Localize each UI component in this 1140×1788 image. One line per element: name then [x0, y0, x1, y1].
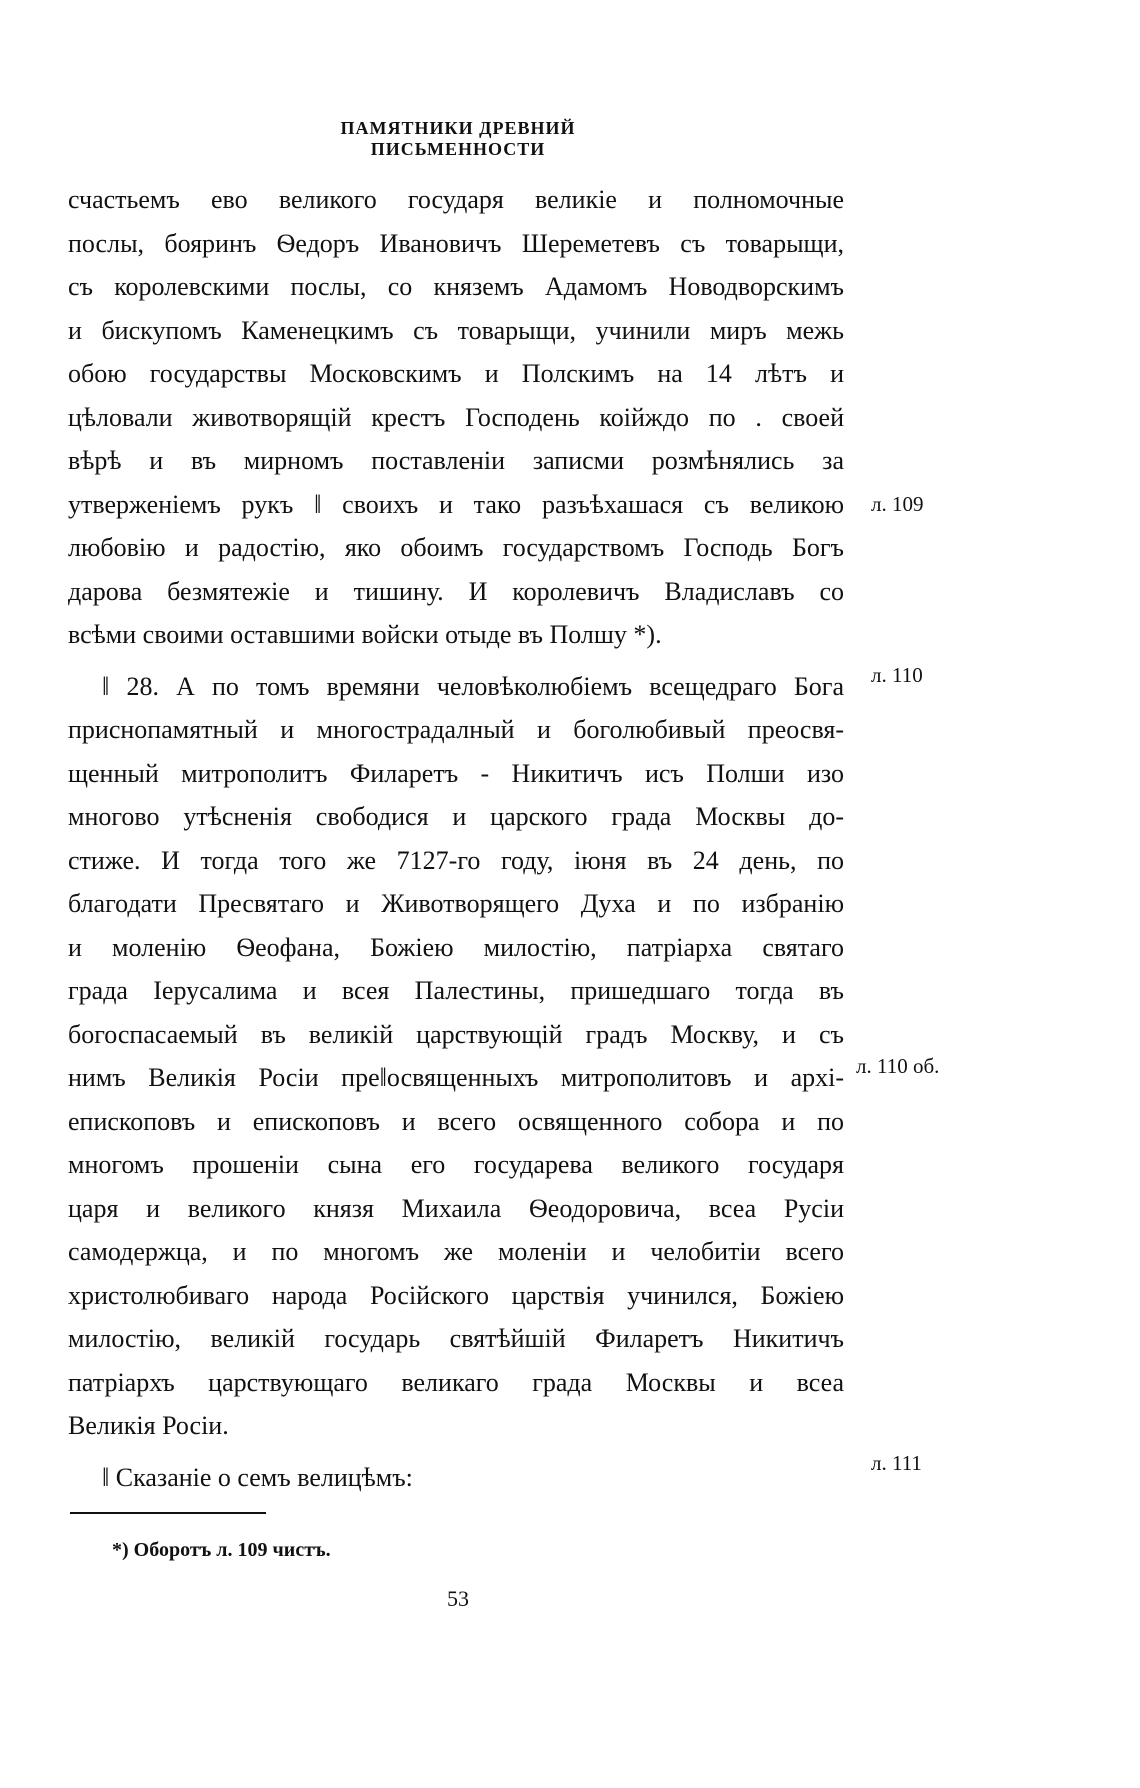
- text-line: патріархъ царствующаго великаго града Москвы и всеа: [68, 1367, 844, 1397]
- text-line: всѣми своими оставшими войски отыде въ Полшу *).: [68, 620, 662, 649]
- margin-note: л. 110 об.: [856, 1054, 940, 1078]
- text-line: съ королевскими послы, со княземъ Адамомъ Новодворскимъ: [68, 272, 844, 301]
- paragraph: [68, 665, 844, 1448]
- paragraph: [68, 178, 844, 657]
- running-head: ПАМЯТНИКИ ДРЕВНИЙ ПИСЬМЕННОСТИ: [340, 118, 576, 159]
- margin-note: л. 110: [871, 663, 923, 687]
- text-line: и бискупомъ Каменецкимъ съ товарыщи, учинили миръ межь: [68, 315, 844, 345]
- margin-note: л. 109: [871, 492, 924, 516]
- text-line: щенный митрополитъ Филаретъ - Никитичъ исъ Полши изо: [68, 758, 844, 788]
- text-line: благодати Пресвятаго и Животворящего Духа и по избранію: [68, 889, 844, 918]
- text-line: цѣловали животворящій крестъ Господень коійждо по . своей: [68, 402, 844, 432]
- text-line: обою государствы Московскимъ и Полскимъ на 14 лѣтъ и: [68, 359, 844, 388]
- footnote-rule: [70, 1512, 266, 1514]
- text-line: вѣрѣ и въ мирномъ поставленіи записми розмѣнялись за: [68, 446, 844, 475]
- text-line: богоспасаемый въ великій царствующій градъ Москву, и съ: [68, 1019, 844, 1049]
- text-line: милостію, великій государь святѣйшій Филаретъ Никитичъ: [68, 1324, 844, 1353]
- text-line: счастьемъ ево великого государя великіе и полномочные: [68, 185, 844, 214]
- text-line: самодержца, и по многомъ же моленіи и челобитіи всего: [68, 1237, 844, 1266]
- page-number: 53: [447, 1586, 469, 1611]
- text-line: послы, бояринъ Ѳедоръ Ивановичъ Шереметевъ съ товарыщи,: [68, 228, 844, 258]
- text-line: ‖ 28. А по томъ времяни человѣколюбіемъ всещедраго Бога: [102, 671, 844, 701]
- text-line: христолюбиваго народа Російского царствія учинился, Божіею: [68, 1280, 844, 1310]
- text-line: многово утѣсненія свободися и царского града Москвы до-: [68, 802, 844, 831]
- text-line: ‖ Сказаніе о семъ велицѣмъ:: [102, 1462, 413, 1492]
- text-line: дарова безмятежіе и тишину. И королевичъ Владиславъ со: [68, 576, 844, 606]
- margin-note: л. 111: [871, 1451, 922, 1475]
- text-line: утверженіемъ рукъ ‖ своихъ и тако разъѣхашася съ великою: [68, 489, 844, 519]
- text-line: любовію и радостію, яко обоимъ государствомъ Господь Богъ: [68, 533, 844, 562]
- text-line: стиже. И тогда того же 7127-го году, іюня въ 24 день, по: [68, 845, 844, 875]
- paragraph: [68, 1456, 844, 1500]
- text-line: града Іерусалима и всея Палестины, пришедшаго тогда въ: [68, 976, 844, 1005]
- text-line: и моленію Ѳеофана, Божіею милостію, патріарха святаго: [68, 932, 844, 962]
- text-line: епископовъ и епископовъ и всего освященного собора и по: [68, 1106, 844, 1136]
- text-line: многомъ прошеніи сына его государева великого государя: [68, 1150, 844, 1179]
- body-text: [68, 178, 844, 1499]
- text-line: приснопамятный и многострадалный и боголюбивый преосвя-: [68, 715, 844, 744]
- text-line: Великія Росіи.: [68, 1411, 229, 1440]
- footnote: *) Оборотъ л. 109 чистъ.: [112, 1539, 331, 1561]
- text-line: нимъ Великія Росіи пре‖освященныхъ митрополитовъ и архі-: [68, 1063, 844, 1092]
- text-line: царя и великого князя Михаила Ѳеодоровича, всеа Русіи: [68, 1193, 844, 1223]
